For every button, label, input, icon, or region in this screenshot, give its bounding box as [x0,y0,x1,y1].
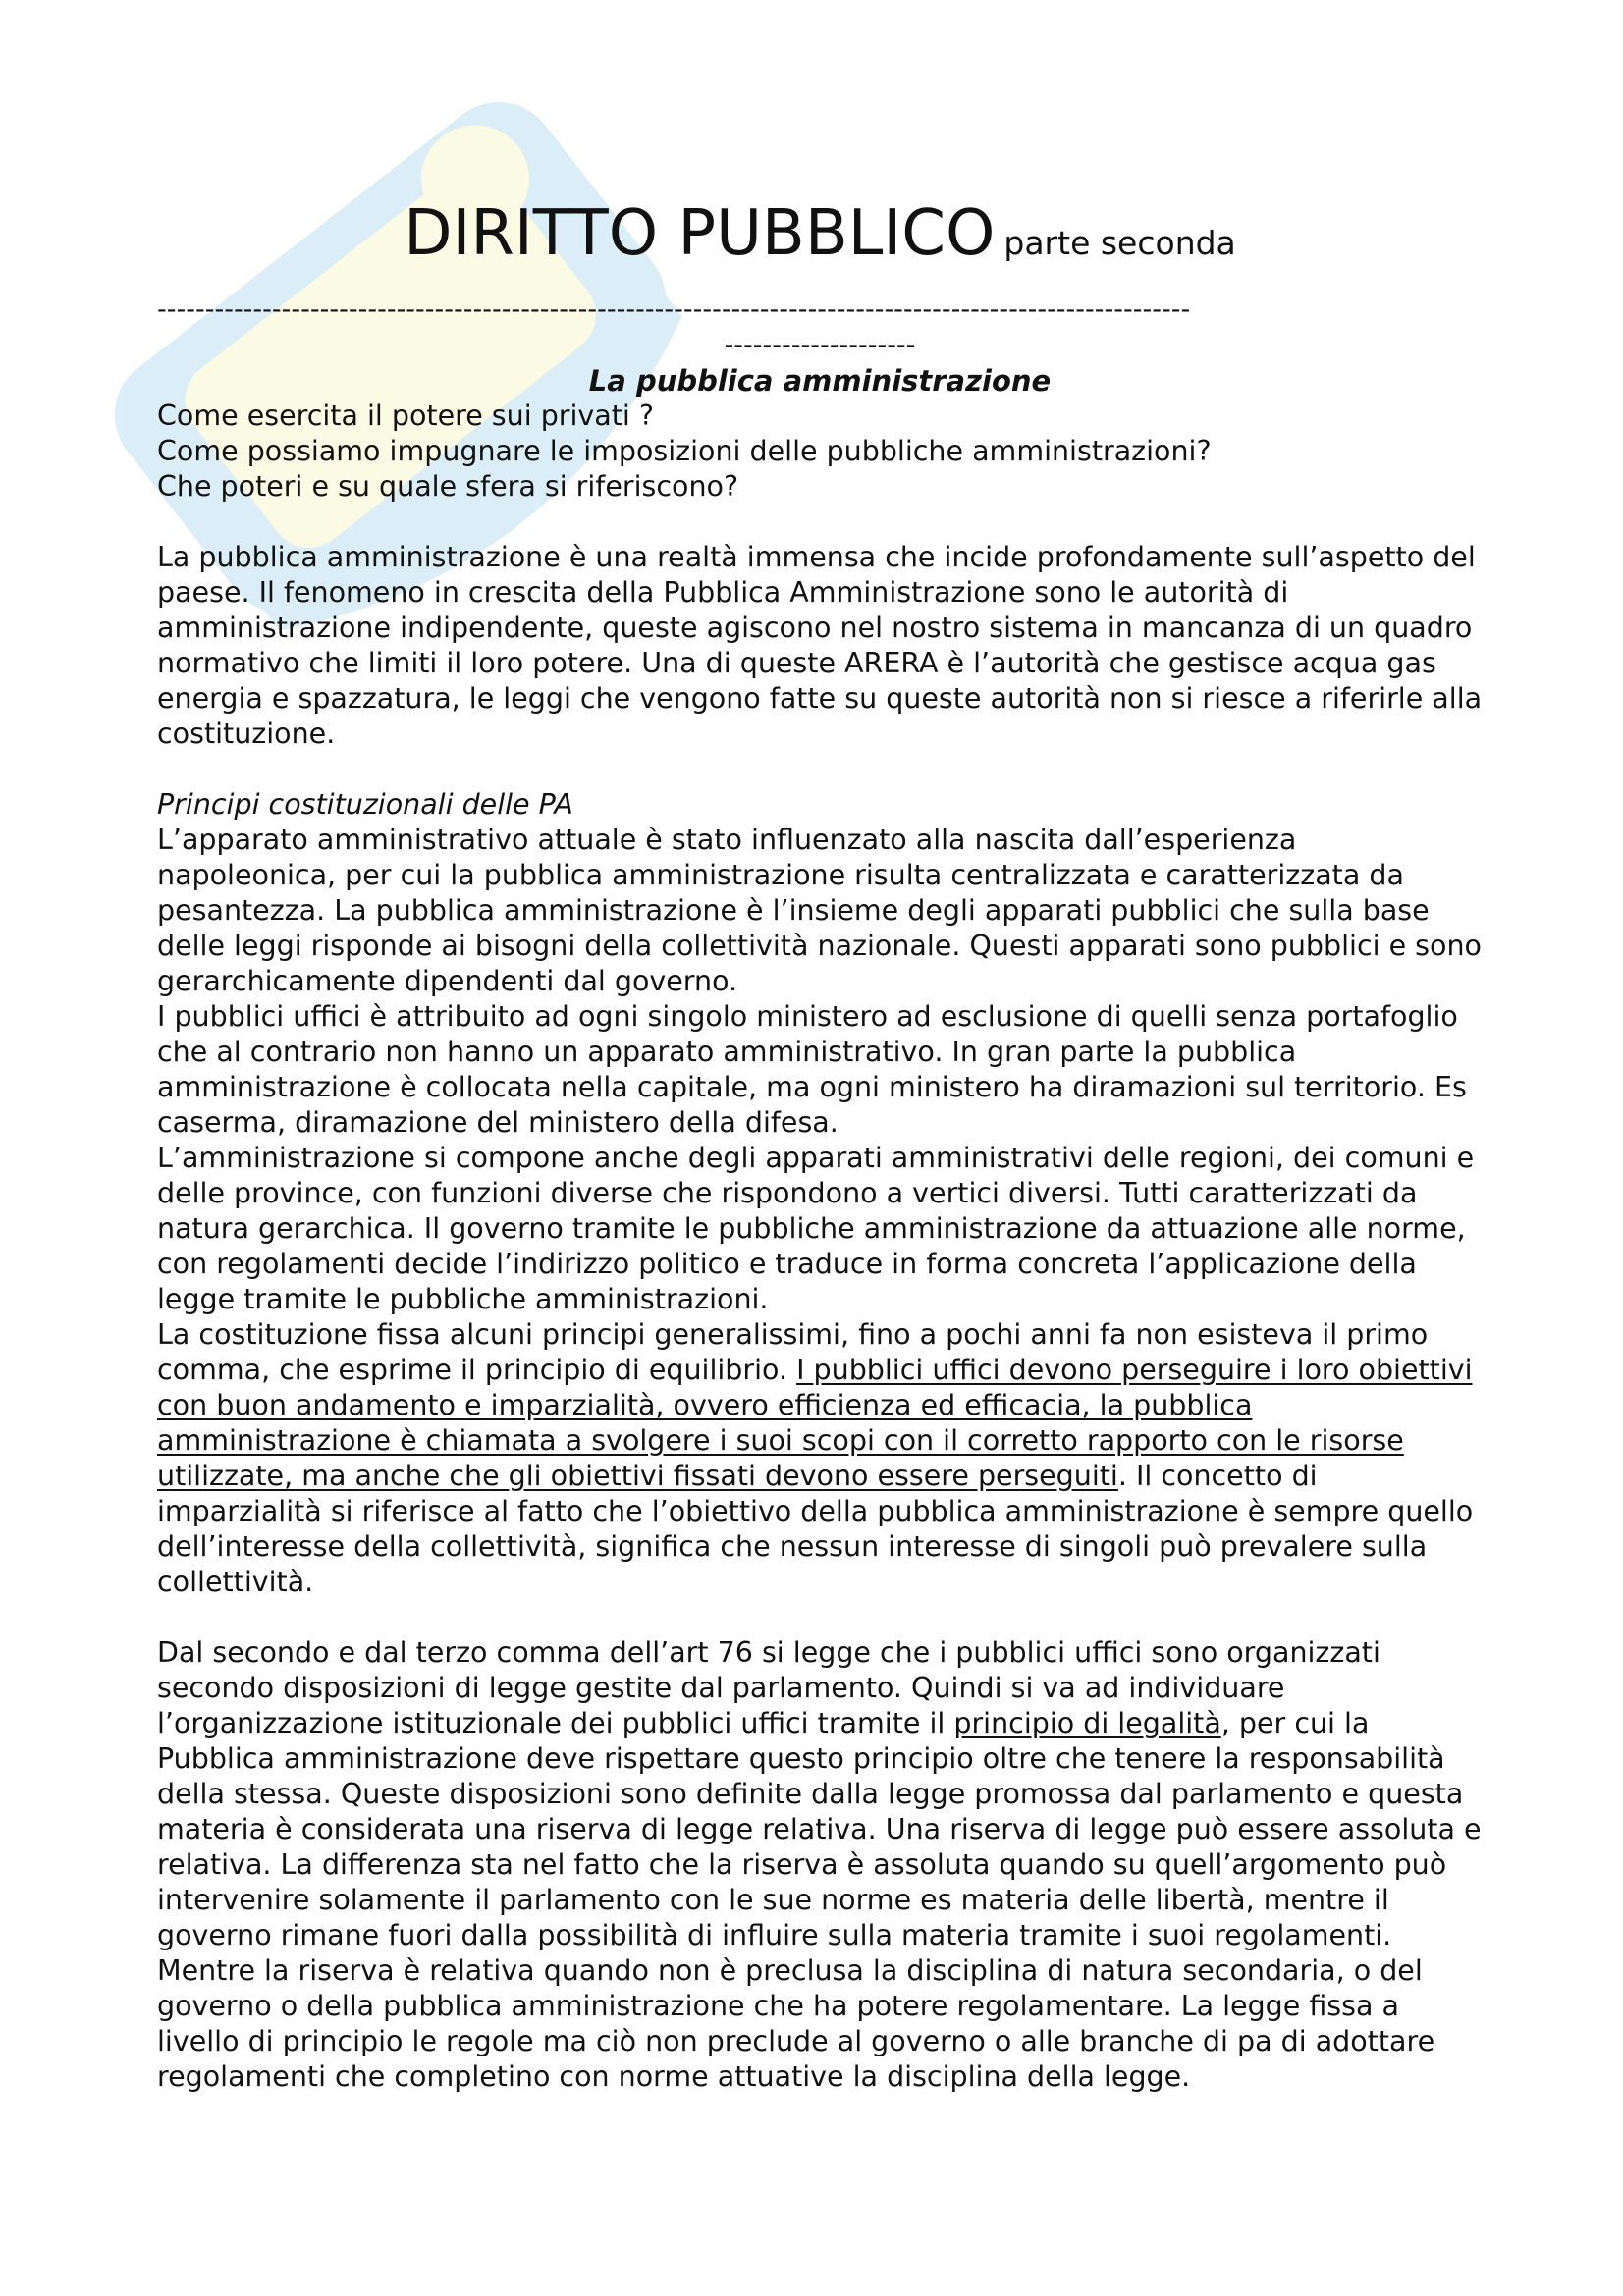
document-title: DIRITTO PUBBLICO [404,197,996,270]
dashed-rule-continuation: -------------------- [724,330,916,360]
paragraph-spacer [157,505,1483,540]
text-run: La costituzione fissa alcuni principi generalissimi, fino a pochi anni fa non esisteva il primo comma, che esprime il principio di equilibrio. [157,1318,1429,1386]
text-run: , per cui la Pubblica amministrazione deve rispettare questo principio oltre che tenere la responsabilità della stessa. Queste disposizioni sono definite dalla legge promossa dal parlamento e questa materia è considerata una riserva di legge relativa. Una riserva di legge può essere assoluta e relativa. La differenza sta nel fatto che la riserva è assoluta quando su quell’argomento può intervenire solamente il parlamento con le sue norme es materia delle libertà, mentre il governo rimane fuori dalla possibilità di influire sulla materia tramite i suoi regolamenti. Mentre la riserva è relativa quando non è preclusa la disciplina di natura secondaria, o del governo o della pubblica amministrazione che ha potere regolamentare. La legge fissa a livello di principio le regole ma ciò non preclude al governo o alle branche di pa di adottare regolamenti che completino con norme attuative la disciplina della legge. [157,1707,1482,2093]
question-line: Che poteri e su quale sfera si riferiscono? [157,470,739,503]
section-title: La pubblica amministrazione [588,364,1052,398]
paragraph-spacer [157,1600,1483,1635]
question-line: Come esercita il potere sui privati ? [157,400,655,432]
dashed-rule: ------------------------------------------------------------------------------------------------------------ [157,294,1191,325]
paragraph-spacer [157,752,1483,787]
body-paragraph: I pubblici uffici è attribuito ad ogni singolo ministero ad esclusione di quelli senza portafoglio che al contrario non hanno un apparato amministrativo. In gran parte la pubblica amministrazione è collocata nella capitale, ma ogni ministero ha diramazioni sul territorio. Es caserma, diramazione del ministero della difesa. [157,1000,1467,1139]
document-page [157,187,1483,2095]
underlined-term: principio di legalità [953,1707,1221,1739]
body-paragraph [157,1317,1483,1600]
body-paragraph: L’apparato amministrativo attuale è stato influenzato alla nascita dall’esperienza napoleonica, per cui la pubblica amministrazione risulta centralizzata e caratterizzata da pesantezza. La pubblica amministrazione è l’insieme degli apparati pubblici che sulla base delle leggi risponde ai bisogni della collettività nazionale. Questi apparati sono pubblici e sono gerarchicamente dipendenti dal governo. [157,824,1482,997]
body-paragraph [157,1635,1483,2095]
body-paragraph: L’amministrazione si compone anche degli apparati amministrativi delle regioni, dei comuni e delle province, con funzioni diverse che rispondono a vertici diversi. Tutti caratterizzati da natura gerarchica. Il governo tramite le pubbliche amministrazione da attuazione alle norme, con regolamenti decide l’indirizzo politico e traduce in forma concreta l’applicazione della legge tramite le pubbliche amministrazioni. [157,1142,1475,1315]
underlined-passage: I pubblici uffici devono perseguire i loro obiettivi con buon andamento e imparzialità, ovvero efficienza ed efficacia, la pubblica amministrazione è chiamata a svolgere i suoi scopi con il corretto rapporto con le risorse utilizzate, ma anche che gli obiettivi fissati devono essere perseguiti [157,1354,1473,1492]
subheading: Principi costituzionali delle PA [157,788,573,821]
document-header [157,187,1483,293]
text-run: Dal secondo e dal terzo comma dell’art 76 si legge che i pubblici uffici sono organizzati secondo disposizioni di legge gestite dal parlamento. Quindi si va ad individuare l’organizzazione istituzionale dei pubblici uffici tramite il [157,1636,1380,1739]
document-subtitle: parte seconda [1003,224,1236,262]
question-line: Come possiamo impugnare le imposizioni delle pubbliche amministrazioni? [157,435,1212,467]
intro-paragraph: La pubblica amministrazione è una realtà immensa che incide profondamente sull’aspetto del paese. Il fenomeno in crescita della Pubblica Amministrazione sono le autorità di amministrazione indipendente, queste agiscono nel nostro sistema in mancanza di un quadro normativo che limiti il loro potere. Una di queste ARERA è l’autorità che gestisce acqua gas energia e spazzatura, le leggi che vengono fatte su queste autorità non si riesce a riferirle alla costituzione. [157,541,1483,750]
text-run: . Il concetto di imparzialità si riferisce al fatto che l’obiettivo della pubblica amministrazione è sempre quello dell’interesse della collettività, significa che nessun interesse di singoli può prevalere sulla collettività. [157,1460,1474,1598]
